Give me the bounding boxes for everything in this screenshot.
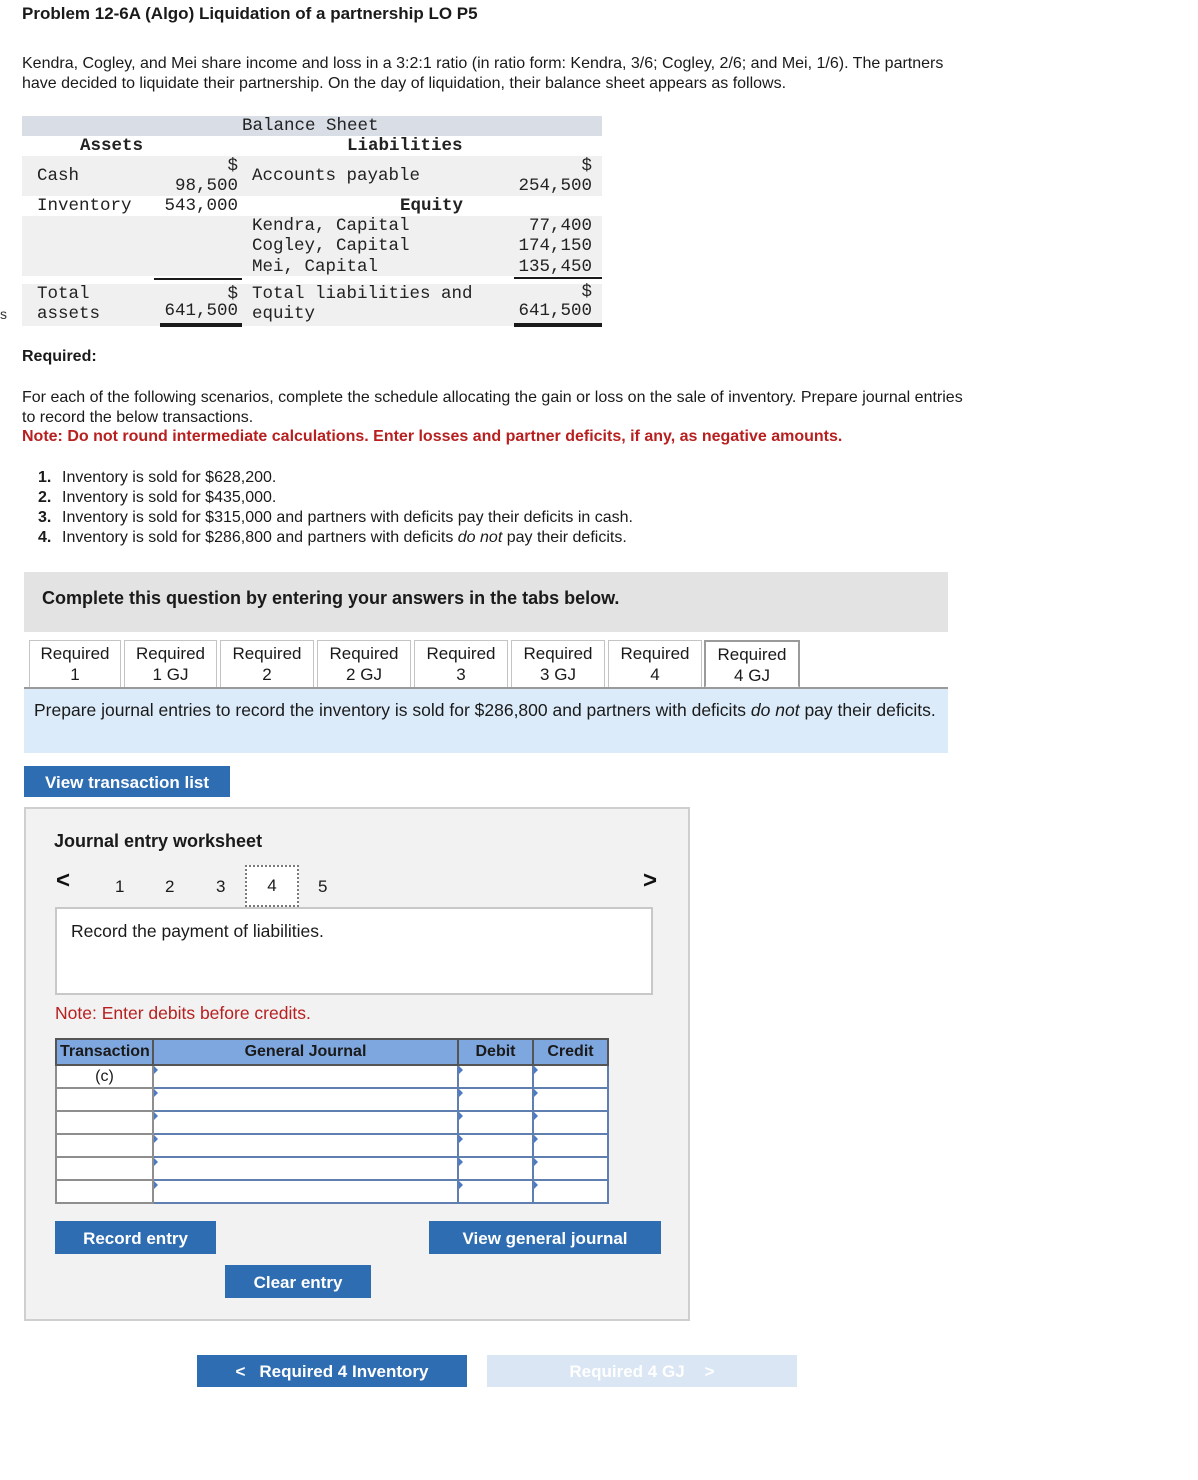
account-select[interactable] — [153, 1065, 458, 1088]
transaction-column-header: Transaction — [56, 1039, 153, 1065]
mei-capital-value: 135,450 — [518, 257, 592, 277]
account-select[interactable] — [153, 1088, 458, 1111]
credit-input[interactable] — [533, 1111, 608, 1134]
account-select[interactable] — [153, 1157, 458, 1180]
tab-required-1[interactable]: Required 1 — [29, 640, 121, 688]
subtotal-rule — [154, 278, 242, 280]
total-le-dollar: $ — [581, 282, 592, 302]
required-note: Note: Do not round intermediate calculations. Enter losses and partner deficits, if any, as negative amounts. — [22, 428, 843, 445]
debit-input[interactable] — [458, 1088, 533, 1111]
tab-required-3-gj[interactable]: Required 3 GJ — [511, 640, 605, 688]
credit-input[interactable] — [533, 1134, 608, 1157]
account-select[interactable] — [153, 1180, 458, 1203]
worksheet-note: Note: Enter debits before credits. — [55, 1003, 311, 1023]
credit-input[interactable] — [533, 1157, 608, 1180]
credit-input[interactable] — [533, 1088, 608, 1111]
journal-table — [55, 1038, 609, 1204]
cogley-capital-label: Cogley, Capital — [252, 236, 410, 256]
page-4-active[interactable]: 4 — [245, 865, 299, 907]
cash-dollar: $ — [227, 156, 238, 176]
balance-sheet-title: Balance Sheet — [242, 116, 379, 136]
total-assets-label-line2: assets — [37, 304, 101, 324]
page-5[interactable]: 5 — [318, 877, 328, 896]
prev-page-arrow-icon[interactable]: < — [56, 867, 71, 894]
record-entry-button[interactable]: Record entry — [55, 1221, 216, 1254]
entry-description: Record the payment of liabilities. — [55, 907, 653, 995]
liabilities-header: Liabilities — [347, 136, 463, 156]
cogley-capital-value: 174,150 — [518, 236, 592, 256]
complete-question-text: Complete this question by entering your answers in the tabs below. — [42, 588, 620, 608]
transaction-cell — [56, 1157, 153, 1180]
table-row — [56, 1180, 608, 1203]
prev-label: Required 4 Inventory — [259, 1362, 429, 1381]
equity-header: Equity — [400, 196, 464, 216]
problem-title: Problem 12-6A (Algo) Liquidation of a partnership LO P5 — [22, 4, 478, 23]
total-assets-dollar: $ — [227, 284, 238, 304]
total-le-label-line1: Total liabilities and — [252, 284, 473, 304]
transaction-cell — [56, 1180, 153, 1203]
cash-value: 98,500 — [174, 176, 238, 196]
total-le-label-line2: equity — [252, 304, 316, 324]
account-select[interactable] — [153, 1111, 458, 1134]
transaction-cell — [56, 1111, 153, 1134]
tab-instruction: Prepare journal entries to record the inventory is sold for $286,800 and partners with deficits do not pay their deficits. — [24, 689, 948, 753]
tab-required-3[interactable]: Required 3 — [414, 640, 508, 688]
tab-required-1-gj[interactable]: Required 1 GJ — [124, 640, 217, 688]
accounts-payable-dollar: $ — [581, 156, 592, 176]
mei-capital-label: Mei, Capital — [252, 257, 379, 277]
total-double-rule — [160, 323, 242, 327]
problem-intro: Kendra, Cogley, and Mei share income and loss in a 3:2:1 ratio (in ratio form: Kendra, 3/6; Cogley, 2/6; and Mei, 1/6). The partners have decided to liquidate their partnership. On the day of liquidation, their balance sheet appears as follows. — [22, 55, 944, 92]
chevron-left-icon: < — [235, 1362, 246, 1381]
total-assets-label-line1: Total — [37, 284, 90, 304]
list-item: 2. Inventory is sold for $435,000. — [38, 489, 277, 506]
worksheet-title: Journal entry worksheet — [54, 831, 263, 851]
transaction-cell — [56, 1134, 153, 1157]
view-general-journal-button[interactable]: View general journal — [429, 1221, 661, 1254]
list-item: 1. Inventory is sold for $628,200. — [38, 469, 277, 486]
table-row — [56, 1157, 608, 1180]
debit-input[interactable] — [458, 1180, 533, 1203]
cash-label: Cash — [37, 166, 80, 186]
next-required-4-gj-button[interactable] — [487, 1355, 797, 1387]
page-2[interactable]: 2 — [165, 877, 175, 896]
tab-required-2-gj[interactable]: Required 2 GJ — [317, 640, 411, 688]
list-item: 3. Inventory is sold for $315,000 and partners with deficits pay their deficits in cash. — [38, 509, 633, 526]
inventory-value: 543,000 — [164, 196, 238, 216]
scenario-list — [38, 468, 633, 548]
table-row — [56, 1111, 608, 1134]
credit-input[interactable] — [533, 1065, 608, 1088]
prev-required-4-inventory-button[interactable] — [197, 1355, 467, 1387]
required-label: Required: — [22, 348, 97, 365]
complete-question-bar — [24, 572, 948, 632]
assets-header: Assets — [80, 136, 144, 156]
subtotal-rule — [514, 277, 602, 279]
total-double-rule — [514, 323, 602, 327]
table-row — [56, 1065, 608, 1088]
accounts-payable-value: 254,500 — [518, 176, 592, 196]
debit-input[interactable] — [458, 1065, 533, 1088]
credit-column-header: Credit — [533, 1039, 608, 1065]
inventory-label: Inventory — [37, 196, 132, 216]
credit-input[interactable] — [533, 1180, 608, 1203]
debit-input[interactable] — [458, 1157, 533, 1180]
debit-input[interactable] — [458, 1134, 533, 1157]
view-transaction-list-button[interactable]: View transaction list — [24, 766, 230, 797]
transaction-cell — [56, 1088, 153, 1111]
debit-column-header: Debit — [458, 1039, 533, 1065]
tab-required-4[interactable]: Required 4 — [608, 640, 702, 688]
kendra-capital-label: Kendra, Capital — [252, 216, 410, 236]
next-label: Required 4 GJ — [569, 1362, 685, 1381]
tab-required-2[interactable]: Required 2 — [220, 640, 314, 688]
page-1[interactable]: 1 — [115, 877, 125, 896]
edge-mark: s — [0, 306, 7, 322]
journal-entry-worksheet — [24, 807, 690, 1321]
table-row — [56, 1134, 608, 1157]
page-3[interactable]: 3 — [216, 877, 226, 896]
total-le-value: 641,500 — [518, 301, 592, 321]
accounts-payable-label: Accounts payable — [252, 166, 421, 186]
tab-required-4-gj[interactable]: Required 4 GJ — [704, 640, 800, 688]
list-item: 4. Inventory is sold for $286,800 and partners with deficits do not pay their deficits. — [38, 529, 627, 546]
required-text: For each of the following scenarios, complete the schedule allocating the gain or loss on the sale of inventory. Prepare journal entries to record the below transactions. — [22, 389, 963, 426]
next-page-arrow-icon[interactable]: > — [643, 867, 658, 894]
clear-entry-button[interactable]: Clear entry — [225, 1265, 371, 1298]
total-assets-value: 641,500 — [164, 301, 238, 321]
chevron-right-icon: > — [704, 1362, 715, 1381]
kendra-capital-value: 77,400 — [528, 216, 592, 236]
debit-input[interactable] — [458, 1111, 533, 1134]
account-select[interactable] — [153, 1134, 458, 1157]
table-row — [56, 1088, 608, 1111]
transaction-cell: (c) — [56, 1065, 153, 1088]
general-journal-column-header: General Journal — [153, 1039, 458, 1065]
